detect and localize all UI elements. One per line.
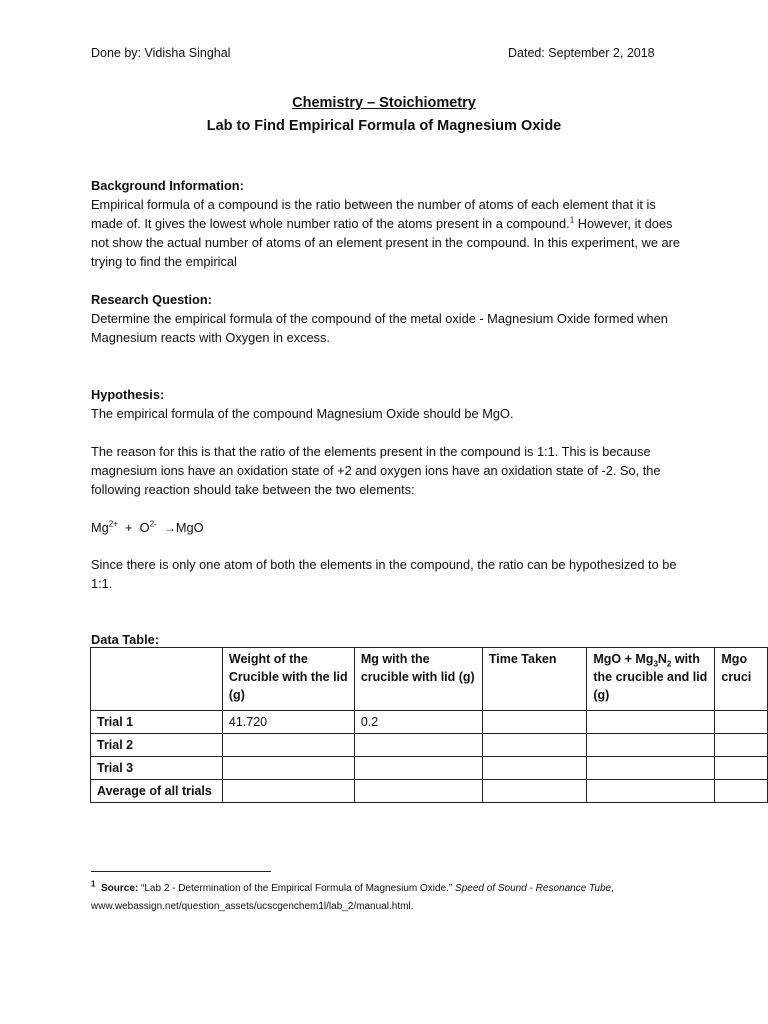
background-text-2: However, it does not show the actual number of atoms of an element present in the compound. In this experiment, we are trying to find the empirical [91,216,680,269]
reaction-equation [91,518,691,538]
background-section [91,176,691,271]
table-cell [482,711,587,734]
table-cell [222,757,354,780]
table-header-cell [91,648,223,711]
author-line: Done by: Vidisha Singhal [91,46,231,60]
hypothesis-heading: Hypothesis: [91,387,165,402]
table-cell: Trial 3 [91,757,223,780]
arrow-icon: → [163,521,176,535]
conclusion-paragraph: Since there is only one atom of both the elements in the compound, the ratio can be hypothesized to be 1:1. [91,557,677,591]
eq-o: O [139,520,150,535]
table-row [91,711,768,734]
footnote-source-label: Source: [101,883,139,894]
header-rest: with the crucible and lid (g) [593,652,708,702]
table-cell [587,711,715,734]
table-row [91,734,768,757]
table-row [91,780,768,803]
data-table [90,647,768,803]
eq-plus: + [125,520,133,535]
table-cell: Trial 1 [91,711,223,734]
table-cell [222,734,354,757]
footnote-url: , www.webassign.net/question_assets/ucscgenchem1l/lab_2/manual.html. [91,883,614,912]
table-cell [354,780,482,803]
subject-title: Chemistry – Stoichiometry [292,95,476,111]
table-cell [715,734,768,757]
eq-product: MgO [175,520,204,535]
background-heading: Background Information: [91,178,244,193]
background-text-1: Empirical formula of a compound is the ratio between the number of atoms of each element that it is made of. It gives the lowest whole number ratio of the atoms present in a compound. [91,197,656,231]
background-text [91,195,691,271]
table-cell [482,757,587,780]
footnote-mark: 1 [91,879,96,889]
table-cell [715,780,768,803]
table-cell [715,711,768,734]
table-cell [587,734,715,757]
table-header-cell: Weight of the Crucible with the lid (g) [222,648,354,711]
table-header-cell [587,648,715,711]
table-cell [482,734,587,757]
lab-title: Lab to Find Empirical Formula of Magnesium Oxide [206,118,562,134]
table-cell: Average of all trials [91,780,223,803]
table-header-cell: Mgo cruci [715,648,768,711]
header-n: N [657,652,667,666]
eq-mg-charge: 2+ [108,519,118,529]
research-text: Determine the empirical formula of the compound of the metal oxide - Magnesium Oxide formed when Magnesium reacts with Oxygen in excess. [91,311,668,345]
table-cell: Trial 2 [91,734,223,757]
table-cell [587,757,715,780]
table-cell [587,780,715,803]
table-cell [222,780,354,803]
research-heading: Research Question: [91,292,212,307]
table-header-cell: Mg with the crucible with lid (g) [354,648,482,711]
header-sub-2: 2 [666,659,672,669]
table-cell: 0.2 [354,711,482,734]
footnote-italic: Speed of Sound - Resonance Tube [452,883,612,894]
data-table-label: Data Table: [91,632,160,647]
table-header-cell: Time Taken [482,648,587,711]
eq-mg: Mg [91,520,109,535]
table-cell [354,734,482,757]
header-mgo: MgO + Mg [593,652,654,666]
footnote-ref: 1 [569,215,575,225]
date-line: Dated: September 2, 2018 [508,46,655,60]
footnote-quote: “Lab 2 - Determination of the Empirical Formula of Magnesium Oxide.” [138,883,453,894]
table-cell [482,780,587,803]
hypothesis-section [91,385,691,423]
research-section [91,290,691,347]
table-cell [354,757,482,780]
table-row [91,757,768,780]
table-cell: 41.720 [222,711,354,734]
hypothesis-line: The empirical formula of the compound Magnesium Oxide should be MgO. [91,406,514,421]
footnote [91,880,691,916]
table-header-row [91,648,768,711]
table-cell [715,757,768,780]
eq-o-charge: 2- [149,519,157,529]
header-sub-3: 3 [653,659,658,669]
reason-paragraph: The reason for this is that the ratio of the elements present in the compound is 1:1. This is because magnesium ions have an oxidation state of +2 and oxygen ions have an oxidation state of -2. So, the following reaction should take between the two elements: [91,444,661,497]
footnote-divider [91,871,271,872]
